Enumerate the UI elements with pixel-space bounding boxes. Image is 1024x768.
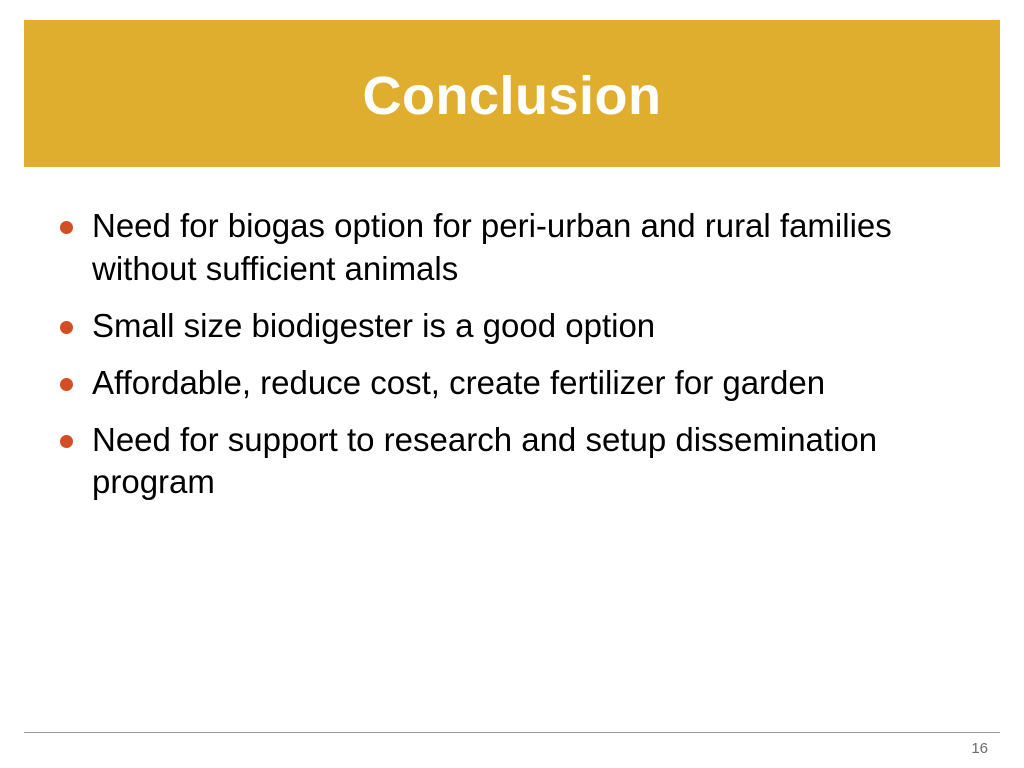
page-number: 16 (971, 740, 988, 757)
list-item-text: Need for support to research and setup dissemination program (92, 420, 878, 501)
list-item-text: Small size biodigester is a good option (92, 306, 656, 344)
list-item (52, 362, 1002, 405)
bullet-dot-icon (60, 435, 73, 448)
slide-title-banner (24, 20, 1000, 167)
list-item (52, 419, 1002, 505)
slide-body (52, 205, 1002, 518)
bullet-dot-icon (60, 221, 73, 234)
list-item-text: Need for biogas option for peri-urban and rural families without sufficient animals (92, 207, 892, 287)
list-item-text: Affordable, reduce cost, create fertilizer for garden (92, 363, 826, 401)
footer-divider (24, 732, 1000, 733)
bullet-dot-icon (60, 321, 73, 334)
list-item (52, 305, 1002, 348)
bullet-list (52, 205, 1002, 504)
bullet-dot-icon (60, 378, 73, 391)
page-title: Conclusion (362, 65, 662, 126)
list-item (52, 205, 1002, 291)
